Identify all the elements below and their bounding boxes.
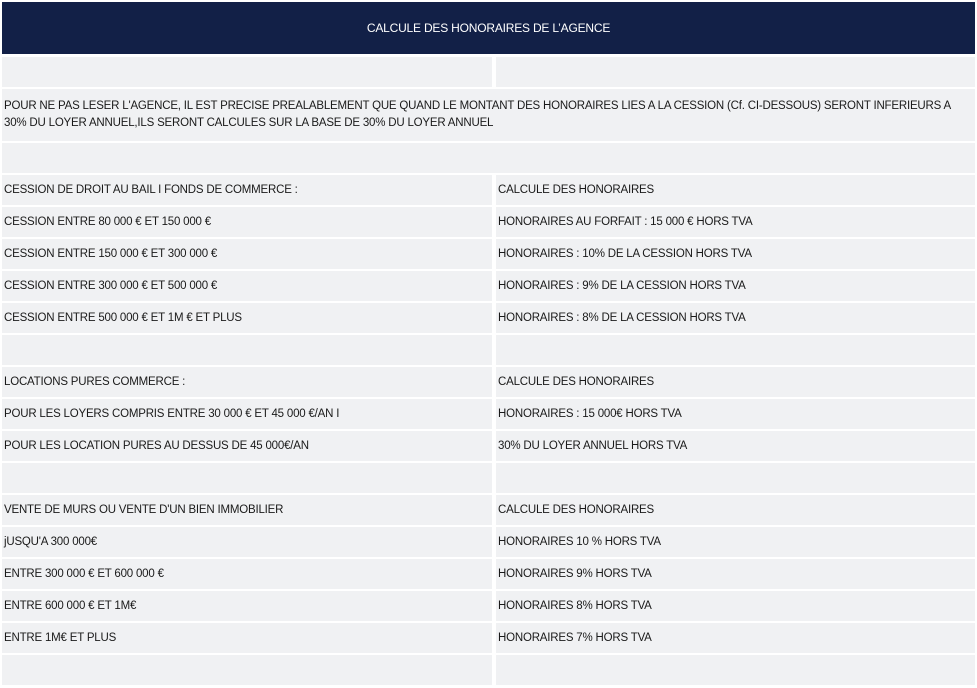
condition-cell: jUSQU'A 300 000€ xyxy=(2,527,492,557)
table-row xyxy=(2,175,975,205)
condition-cell: POUR LES LOYERS COMPRIS ENTRE 30 000 € ET 45 000 €/AN I xyxy=(2,399,492,429)
condition-cell: CESSION ENTRE 150 000 € ET 300 000 € xyxy=(2,239,492,269)
table-row xyxy=(2,303,975,333)
condition-cell: CESSION ENTRE 300 000 € ET 500 000 € xyxy=(2,271,492,301)
condition-cell: ENTRE 300 000 € ET 600 000 € xyxy=(2,559,492,589)
table-row xyxy=(2,335,975,365)
table-row xyxy=(2,271,975,301)
condition-cell: CESSION DE DROIT AU BAIL I FONDS DE COMMERCE : xyxy=(2,175,492,205)
fee-cell xyxy=(496,463,975,493)
fee-cell xyxy=(496,335,975,365)
fee-cell: HONORAIRES 8% HORS TVA xyxy=(496,591,975,621)
condition-cell: LOCATIONS PURES COMMERCE : xyxy=(2,367,492,397)
condition-cell: POUR LES LOCATION PURES AU DESSUS DE 45 000€/AN xyxy=(2,431,492,461)
fee-cell: HONORAIRES 7% HORS TVA xyxy=(496,623,975,653)
blank-cell-right xyxy=(496,57,975,87)
condition-cell xyxy=(2,463,492,493)
fee-cell: HONORAIRES 9% HORS TVA xyxy=(496,559,975,589)
fee-cell xyxy=(496,655,975,685)
table-row xyxy=(2,431,975,461)
blank-cell-left xyxy=(2,57,492,87)
table-row xyxy=(2,207,975,237)
blank-row xyxy=(2,143,975,173)
table-row xyxy=(2,527,975,557)
table-row xyxy=(2,559,975,589)
fee-cell: HONORAIRES : 15 000€ HORS TVA xyxy=(496,399,975,429)
condition-cell xyxy=(2,335,492,365)
fee-cell: CALCULE DES HONORAIRES xyxy=(496,495,975,525)
fee-cell: 30% DU LOYER ANNUEL HORS TVA xyxy=(496,431,975,461)
fee-cell: HONORAIRES : 9% DE LA CESSION HORS TVA xyxy=(496,271,975,301)
condition-cell: CESSION ENTRE 80 000 € ET 150 000 € xyxy=(2,207,492,237)
condition-cell: ENTRE 1M€ ET PLUS xyxy=(2,623,492,653)
fee-cell: HONORAIRES : 10% DE LA CESSION HORS TVA xyxy=(496,239,975,269)
sheet-title: CALCULE DES HONORAIRES DE L’AGENCE xyxy=(2,2,975,54)
condition-cell: ENTRE 600 000 € ET 1M€ xyxy=(2,591,492,621)
table-row xyxy=(2,623,975,653)
table-row xyxy=(2,591,975,621)
fee-cell: HONORAIRES 10 % HORS TVA xyxy=(496,527,975,557)
fee-cell: CALCULE DES HONORAIRES xyxy=(496,175,975,205)
notice-text: POUR NE PAS LESER L'AGENCE, IL EST PRECISE PREALABLEMENT QUE QUAND LE MONTANT DES HONORAIRES LIES A LA CESSION (Cf. CI-DESSOUS) SERONT INFERIEURS A 30% DU LOYER ANNUEL,ILS SERONT CALCULES SUR LA BASE DE 30% DU LOYER ANNUEL xyxy=(2,89,975,141)
table-row xyxy=(2,399,975,429)
fee-cell: CALCULE DES HONORAIRES xyxy=(496,367,975,397)
table-row xyxy=(2,239,975,269)
fee-cell: HONORAIRES AU FORFAIT : 15 000 € HORS TVA xyxy=(496,207,975,237)
blank-row xyxy=(2,57,975,87)
table-row xyxy=(2,367,975,397)
condition-cell xyxy=(2,655,492,685)
blank-cell-full xyxy=(2,143,975,173)
condition-cell: CESSION ENTRE 500 000 € ET 1M € ET PLUS xyxy=(2,303,492,333)
table-row xyxy=(2,463,975,493)
notice-row xyxy=(2,89,975,141)
condition-cell: VENTE DE MURS OU VENTE D'UN BIEN IMMOBILIER xyxy=(2,495,492,525)
table-row xyxy=(2,495,975,525)
fee-cell: HONORAIRES : 8% DE LA CESSION HORS TVA xyxy=(496,303,975,333)
table-row xyxy=(2,655,975,685)
